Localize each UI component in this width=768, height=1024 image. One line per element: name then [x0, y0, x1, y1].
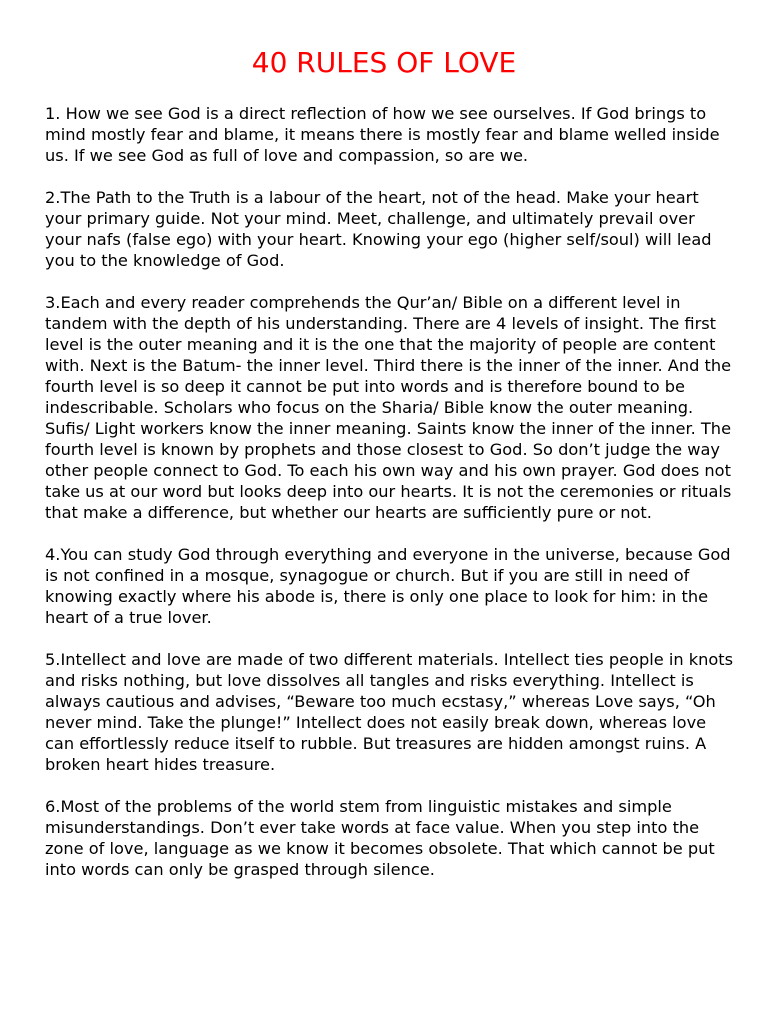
rule-1: 1. How we see God is a direct reflection of how we see ourselves. If God brings to mind mostly fear and blame, it means there is mostly fear and blame welled inside us. If we see God as full of love and compassion, so are we. [45, 104, 720, 165]
document-body [45, 103, 735, 901]
rule-6: 6.Most of the problems of the world stem from linguistic mistakes and simple misunderstandings. Don’t ever take words at face value. When you step into the zone of love, language as we know it becomes obsolete. That which cannot be put into words can only be grasped through silence. [45, 797, 715, 879]
rule-4: 4.You can study God through everything and everyone in the universe, because God is not confined in a mosque, synagogue or church. But if you are still in need of knowing exactly where his abode is, there is only one place to look for him: in the heart of a true lover. [45, 545, 731, 627]
rule-5: 5.Intellect and love are made of two different materials. Intellect ties people in knots and risks nothing, but love dissolves all tangles and risks everything. Intellect is always cautious and advises, “Beware too much ecstasy,” whereas Love says, “Oh never mind. Take the plunge!” Intellect does not easily break down, whereas love can effortlessly reduce itself to rubble. But treasures are hidden amongst ruins. A broken heart hides treasure. [45, 650, 734, 774]
document-title: 40 RULES OF LOVE [251, 46, 517, 79]
rule-2: 2.The Path to the Truth is a labour of the heart, not of the head. Make your heart your primary guide. Not your mind. Meet, challenge, and ultimately prevail over your nafs (false ego) with your heart. Knowing your ego (higher self/soul) will lead you to the knowledge of God. [45, 188, 712, 270]
rule-3: 3.Each and every reader comprehends the Qur’an/ Bible on a different level in tandem with the depth of his understanding. There are 4 levels of insight. The first level is the outer meaning and it is the one that the majority of people are content with. Next is the Batum- the inner level. Third there is the inner of the inner. And the fourth level is so deep it cannot be put into words and is therefore bound to be indescribable. Scholars who focus on the Sharia/ Bible know the outer meaning. Sufis/ Light workers know the inner meaning. Saints know the inner of the inner. The fourth level is known by prophets and those closest to God. So don’t judge the way other people connect to God. To each his own way and his own prayer. God does not take us at our word but looks deep into our hearts. It is not the ceremonies or rituals that make a difference, but whether our hearts are sufficiently pure or not. [45, 293, 732, 522]
